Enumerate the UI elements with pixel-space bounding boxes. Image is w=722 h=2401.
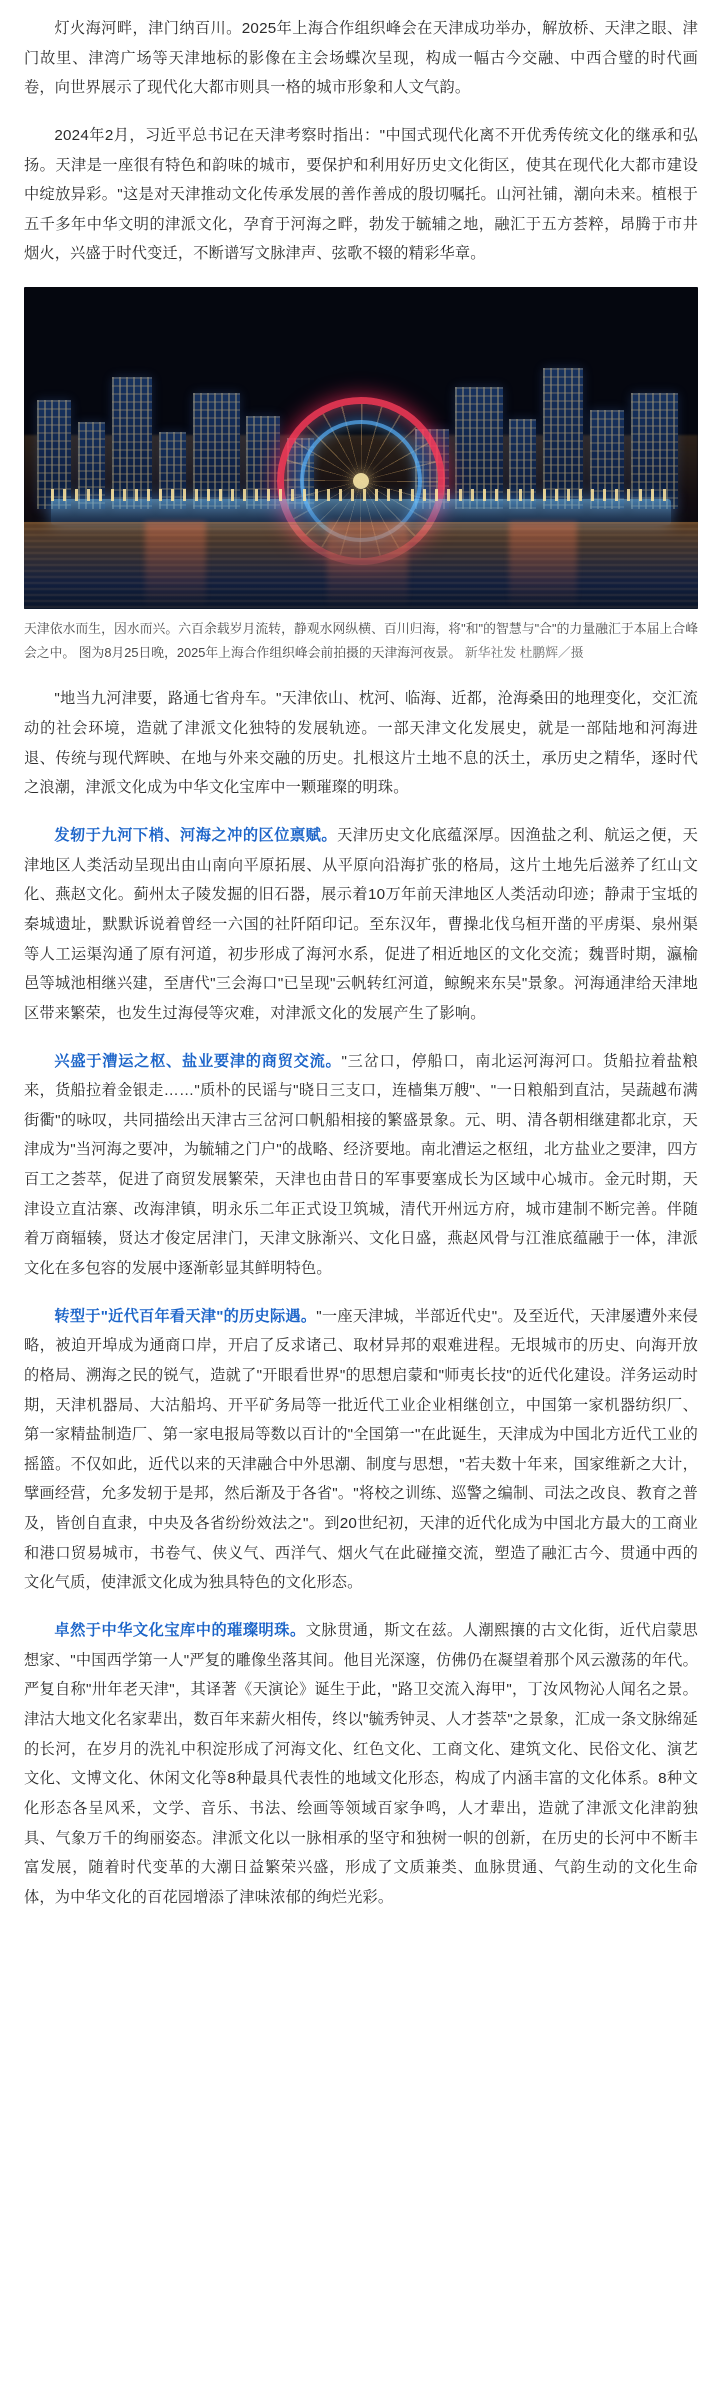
paragraph-with-lead <box>24 1302 698 1598</box>
paragraph-body: "三岔口，停船口，南北运河海河口。货船拉着盐粮来，货船拉着金银走……"质朴的民谣与"晓日三支口，连樯集万艘"、"一日粮船到直沽，吴蔬越布满街衢"的咏叹，共同描绘出天津古三岔河口帆船相接的繁盛景象。元、明、清各朝相继建都北京，天津成为"当河海之要冲，为毓辅之门户"的战略、经济要地。南北漕运之枢纽，北方盐业之要津，四方百工之荟萃，促进了商贸发展繁荣，天津也由昔日的军事要塞成长为区域中心城市。金元时期，天津设立直沽寨、改海津镇，明永乐二年正式设卫筑城，清代开州远方府，城市建制不断完善。伴随着万商辐辏，贤达才俊定居津门，天津文脉渐兴、文化日盛，燕赵风骨与江淮底蕴融于一体，津派文化在多包容的发展中逐渐彰显其鲜明特色。 <box>24 1052 698 1277</box>
paragraph-body: 天津历史文化底蕴深厚。因渔盐之利、航运之便，天津地区人类活动呈现出由山南向平原拓展、从平原向沿海扩张的格局，这片土地先后滋养了红山文化、燕赵文化。蓟州太子陵发掘的旧石器，展示着10万年前天津地区人类活动印迹；静肃于宝坻的秦城遗址，默默诉说着曾经一六国的社阡陌印记。至东汉年，曹操北伐乌桓开凿的平虏渠、泉州渠等人工运渠沟通了原有河道，初步形成了海河水系，促进了相近地区的文化交流；魏晋时期，瀛榆邑等城池相继兴建，至唐代"三会海口"已呈现"云帆转红河道，鲸鲵来东吴"景象。河海通津给天津地区带来繁荣，也发生过海侵等灾难，对津派文化的发展产生了影响。 <box>24 827 698 1022</box>
paragraph-with-lead <box>24 1047 698 1284</box>
figure-caption-sub: 图为8月25日晚，2025年上海合作组织峰会前拍摄的天津海河夜景。 <box>78 644 462 660</box>
section-lead: 发轫于九河下梢、河海之冲的区位禀赋。 <box>54 827 338 845</box>
paragraph: 2024年2月，习近平总书记在天津考察时指出："中国式现代化离不开优秀传统文化的继承和弘扬。天津是一座很有特色和韵味的城市，要保护和利用好历史文化街区，使其在现代化大都市建设中绽放异彩。"这是对天津推动文化传承发展的善作善成的殷切嘱托。山河社铺，潮向未来。植根于五千多年中华文明的津派文化，孕育于河海之畔，勃发于毓辅之地，融汇于五方荟粹，昂腾于市井烟火，兴盛于时代变迁，不断谱写文脉津声、弦歌不辍的精彩华章。 <box>24 126 698 263</box>
paragraph-body: 文脉贯通，斯文在兹。人潮熙攘的古文化街，近代启蒙思想家、"中国西学第一人"严复的雕像坐落其间。他目光深邃，仿佛仍在凝望着那个风云激荡的年代。严复自称"卅年老天津"，其译著《天演论》诞生于此，"路卫交流入海甲"，丁汝风物沁人闻名之景。津沽大地文化名家辈出，数百年来薪火相传，终以"毓秀钟灵、人才荟萃"之景象，汇成一条文脉绵延的长河，在岁月的洗礼中积淀形成了河海文化、红色文化、工商文化、建筑文化、民俗文化、演艺文化、文博文化、休闲文化等8种最具代表性的地域文化形态，构成了内涵丰富的文化体系。8种文化形态各呈风釆，文学、音乐、书法、绘画等领域百家争鸣，人才辈出，造就了津派文化津韵独具、气象万千的绚丽姿态。津派文化以一脉相承的坚守和独树一帜的创新，在历史的长河中不断丰富发展，随着时代变革的大潮日益繁荣兴盛，形成了文质兼类、血脉贯通、气韵生动的文化生命体，为中华文化的百花园增添了津味浓郁的绚烂光彩。 <box>24 1622 699 1906</box>
section-lead: 卓然于中华文化宝库中的璀璨明珠。 <box>54 1622 306 1640</box>
tianjin-haihe-night-photo <box>24 287 698 609</box>
paragraph-with-lead <box>24 1616 698 1912</box>
figure-caption-main: 天津依水而生，因水而兴。六百余载岁月流转，静观水网纵横、百川归海，将"和"的智慧与"合"的力量融汇于本届上合峰会之中。 <box>24 621 698 660</box>
water-reflection <box>145 522 206 609</box>
section-lead: 转型于"近代百年看天津"的历史际遇。 <box>54 1307 317 1325</box>
water-reflection <box>509 522 576 609</box>
ferris-wheel-hub <box>353 473 369 489</box>
figure-caption <box>24 617 698 664</box>
section-lead: 兴盛于漕运之枢、盐业要津的商贸交流。 <box>54 1052 342 1070</box>
paragraph: 灯火海河畔，津门纳百川。2025年上海合作组织峰会在天津成功举办，解放桥、天津之眼、津门故里、津湾广场等天津地标的影像在主会场蝶次呈现，构成一幅古今交融、中西合璧的时代画卷，向世界展示了现代化大都市则具一格的城市形象和人文气韵。 <box>24 20 698 97</box>
paragraph-body: "一座天津城，半部近代史"。及至近代，天津屡遭外来侵略，被迫开埠成为通商口岸，开启了反求诸己、取材异邦的艰难进程。无垠城市的历史、向海开放的格局、溯海之民的锐气，造就了"开眼看世界"的思想启蒙和"师夷长技"的近代化建设。洋务运动时期，天津机器局、大沽船坞、开平矿务局等一批近代工业企业相继创立，中国第一家机器纺织厂、第一家精盐制造厂、第一家电报局等数以百计的"全国第一"在此诞生，天津成为中国北方近代工业的摇篮。不仅如此，近代以来的天津融合中外思潮、制度与思想，"若夫数十年来，国家维新之大计，擘画经营，允多发轫于是邦，然后渐及于各省"。"将校之训练、巡警之编制、司法之改良、教育之普及，皆创自直隶，中央及各省纷纷效法之"。到20世纪初，天津的近代化成为中国北方最大的工商业和港口贸易城市，书卷气、侠义气、西洋气、烟火气在此碰撞交流，塑造了融汇古今、贯通中西的文化气质，使津派文化成为独具特色的文化形态。 <box>24 1307 698 1592</box>
water-reflection <box>327 522 408 609</box>
paragraph: "地当九河津要，路通七省舟车。"天津依山、枕河、临海、近都，沧海桑田的地理变化，交汇流动的社会环境，造就了津派文化独特的发展轨迹。一部天津文化发展史，就是一部陆地和河海进退、传统与现代辉映、在地与外来交融的历史。扎根这片土地不息的沃土，承历史之精华，逐时代之浪潮，津派文化成为中华文化宝库中一颗璀璨的明珠。 <box>24 690 698 797</box>
skyline-building <box>543 368 583 510</box>
paragraph-with-lead <box>24 821 698 1028</box>
article-figure <box>24 287 698 664</box>
figure-credit: 新华社发 杜鹏辉／摄 <box>464 644 584 660</box>
